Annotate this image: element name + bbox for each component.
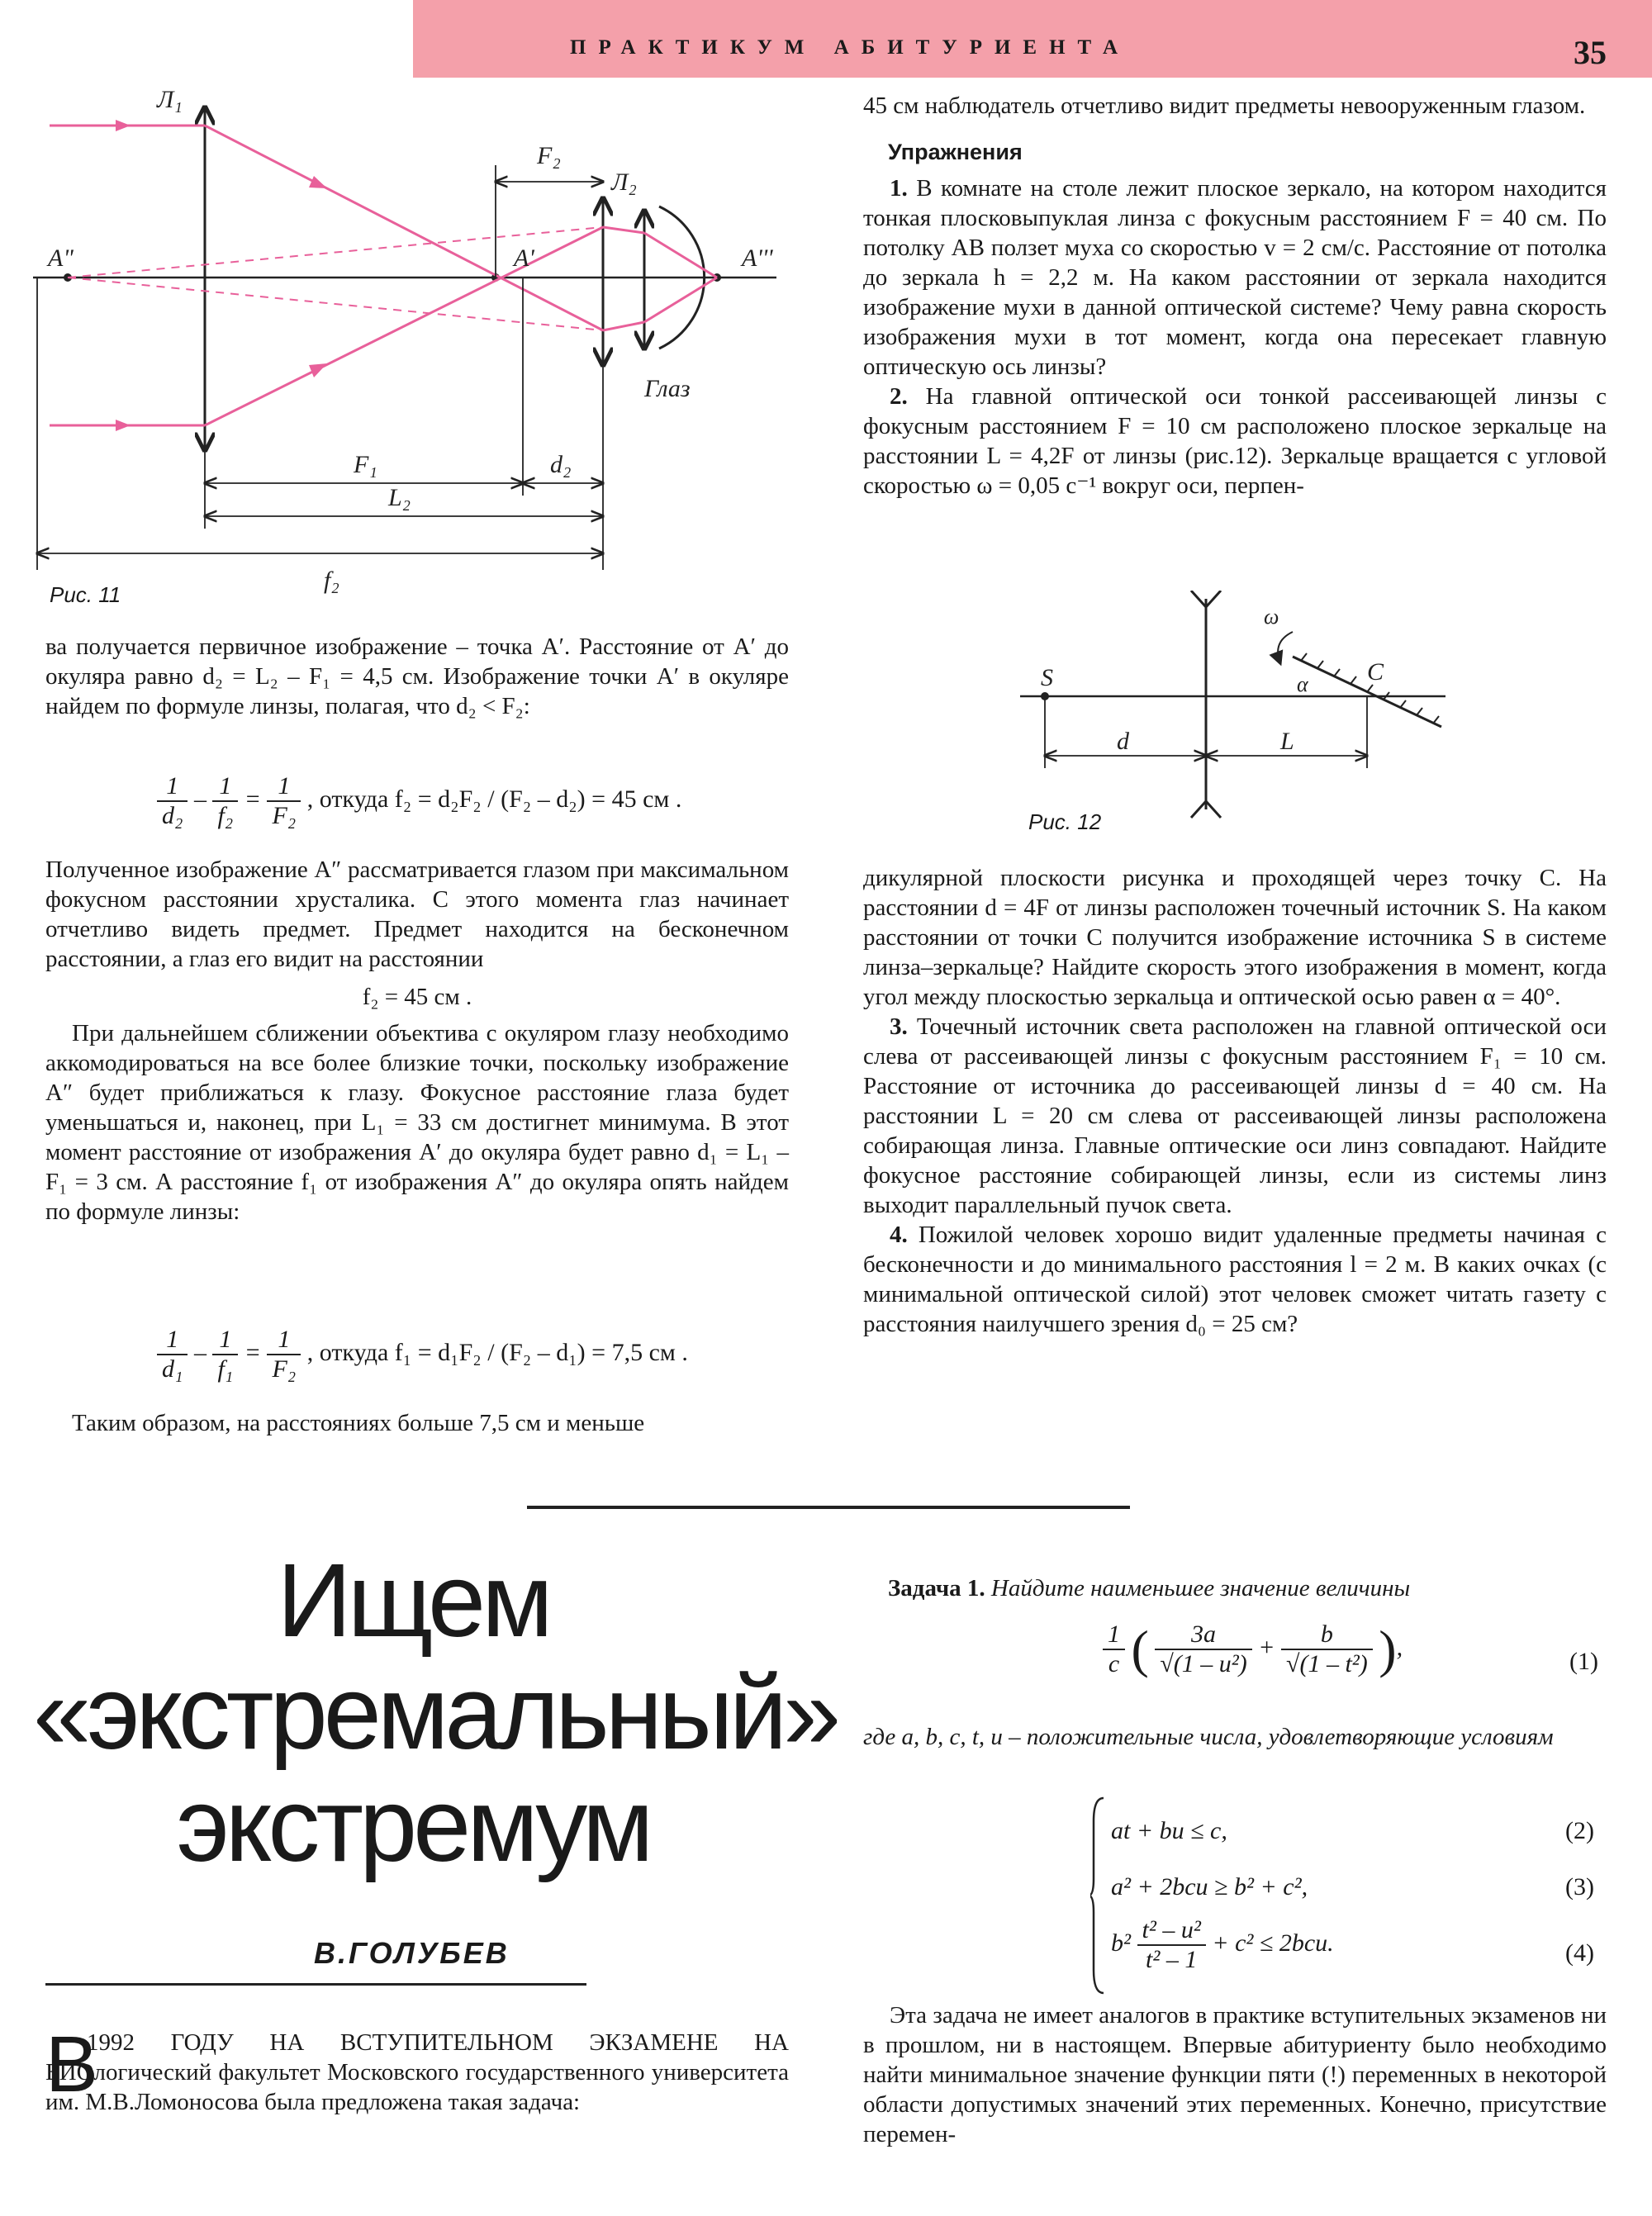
condition-4-tail: + c² ≤ 2bcu. [1212, 1929, 1334, 1957]
title-line: Ищем [277, 1542, 549, 1658]
label-f2-bottom: f₂ [324, 567, 339, 594]
equation-f2: f₂ = 45 см . [362, 984, 472, 1010]
task-label: Задача 1. [888, 1575, 985, 1601]
label-l2: Л₂ [611, 168, 637, 196]
label-a-triple: A''' [742, 244, 773, 272]
exercise-2-part-1: На главной оптической оси тонкой рассеивающей линзы с фокусным расстоянием F = 10 см расположено плоское зеркальце на расстоянии L = 4,2F от линзы (рис.12). Зеркальце вращается с угловой скоростью ω = 0,05 с⁻¹ вокруг оси, перпен- [863, 383, 1607, 499]
label-a-prime: A' [514, 244, 534, 272]
label-d: d [1117, 728, 1129, 755]
author-rule [45, 1983, 586, 1986]
label-eye: Глаз [644, 375, 691, 402]
equation-number: (1) [1569, 1648, 1598, 1675]
paragraph: Эта задача не имеет аналогов в практике вступительных экзаменов ни в прошлом, ни в настоящем. Впервые абитуриенту было необходимо найти минимальное значение функции пяти (!) переменных в некоторой области допустимых значений этих переменных. Конечно, присутствие перемен- [863, 2002, 1607, 2147]
label-a-double: A" [48, 244, 74, 272]
figure-11-diagram [33, 83, 809, 603]
condition-4: b² $\frac{\text{t² – u²}}{\text{t² – 1}}$ + c² ≤ 2bcu. [1111, 1916, 1334, 1973]
article-title [33, 1542, 838, 1883]
paragraph: Таким образом, на расстояниях больше 7,5 см и меньше [72, 1410, 645, 1436]
equation-number: (3) [1565, 1873, 1594, 1900]
article-intro: 1992 ГОДУ НА ВСТУПИТЕЛЬНОМ ЭКЗАМЕНЕ НА БИОлогический факультет Московского государственного университета им. М.В.Ломоносова была предложена такая задача: [45, 2029, 789, 2115]
exercise-number: 3. [890, 1013, 908, 1040]
equation-result: , откуда f₁ = d₁F₂ / (F₂ – d₁) = 7,5 см . [306, 1338, 688, 1366]
expression-1: $\frac{1}{c}$ ( $\frac{3a}{\text{√(1 – u²)}}$ + $\frac{b}{\text{√(1 – t²)}}$ ), [1103, 1619, 1403, 1680]
equation-result: , откуда f₂ = d₂F₂ / (F₂ – d₂) = 45 см . [306, 785, 682, 813]
label-f2: F₂ [537, 142, 561, 169]
label-F1: F₁ [354, 451, 377, 478]
page-number: 35 [1574, 34, 1607, 71]
label-d2: d₂ [550, 451, 572, 478]
figure-11-caption: Рис. 11 [50, 582, 121, 607]
label-alpha: α [1297, 672, 1308, 696]
running-header: ПРАКТИКУМ АБИТУРИЕНТА [570, 36, 1131, 59]
exercise-number: 2. [890, 383, 908, 410]
title-line: экстремум [176, 1767, 650, 1883]
system-brace [1090, 1796, 1107, 1995]
equation-lens-2: $\frac{1}{\text{d₁}}$ – $\frac{1}{\text{f₁}}$ = $\frac{1}{\text{F₂}}$ , откуда f₁ = d₁F₂ / (F₂ – d₁) = 7,5 см . [157, 1326, 688, 1383]
exercise-3: Точечный источник света расположен на главной оптической оси слева от рассеивающей линзы с фокусным расстоянием F₁ = 10 см. Расстояние от источника до рассеивающей линзы d = 40 см. На расстоянии L = 20 см слева от рассеивающей линзы расположена собирающая линза. Главные оптические оси линз совпадают. Найдите фокусное расстояние собирающей линзы, если из системы линз выходит параллельный пучок света. [863, 1013, 1607, 1218]
equation-number: (2) [1565, 1817, 1594, 1844]
figure-12-caption: Рис. 12 [1028, 809, 1102, 834]
label-L2: L₂ [388, 484, 411, 511]
right-column [863, 91, 1607, 501]
exercise-4: Пожилой человек хорошо видит удаленные предметы начиная с бесконечности и до минимального расстояния l = 2 м. В каких очках (с минимальной оптической силой) этот человек сможет читать газету с расстояния наилучшего зрения d₀ = 25 см? [863, 1222, 1607, 1337]
condition-3: a² + 2bcu ≥ b² + c², [1111, 1873, 1308, 1900]
paragraph: ва получается первичное изображение – точка A′. Расстояние от A′ до окуляра равно d₂ = L₂ – F₁ = 4,5 см. Изображение точки A′ в окуляре найдем по формуле линзы, полагая, что d₂ < F₂: [45, 633, 789, 719]
exercise-1: В комнате на столе лежит плоское зеркало, на котором находится тонкая плосковыпуклая линза с фокусным расстоянием F = 40 см. По потолку AB ползет муха со скоростью v = 2 см/с. Расстояние от потолка до зеркала h = 2,2 м. На каком расстоянии от зеркала находится изображение мухи в данной оптической системе? Чему равна скорость изображения мухи в тот момент, когда она пересекает главную оптическую ось линзы? [863, 175, 1607, 380]
paragraph: При дальнейшем сближении объектива с окуляром глазу необходимо аккомодироваться на все более близкие точки, поскольку изображение A″ будет приближаться к глазу. Фокусное расстояние глаза будет уменьшаться и, наконец, при L₁ = 33 см достигнет минимума. В этот момент расстояние от изображения A′ до окуляра будет равно d₁ = L₁ – F₁ = 3 см. А расстояние f₁ от изображения A″ до окуляра опять найдем по формуле линзы: [45, 1020, 789, 1225]
label-l1: Л₁ [157, 86, 183, 113]
label-c: C [1367, 658, 1384, 686]
exercise-2-part-2: дикулярной плоскости рисунка и проходящей через точку C. На расстоянии d = 4F от линзы расположен точечный источник S. На каком расстоянии от точки C получится изображение источника S в системе линза–зеркальце? Найдите скорость этого изображения в момент, когда угол между плоскостью зеркальца и оптической осью равен α = 40°. [863, 865, 1607, 1010]
exercise-number: 4. [890, 1222, 908, 1248]
exercises-heading: Упражнения [888, 140, 1023, 164]
figure-12-diagram [1008, 591, 1462, 822]
exercise-number: 1. [890, 175, 908, 202]
task-text: Найдите наименьшее значение величины [990, 1575, 1411, 1601]
label-s: S [1041, 664, 1053, 691]
title-line: «экстремальный» [33, 1654, 838, 1771]
equation-lens-1: $\frac{1}{\text{d₂}}$ – $\frac{1}{\text{f₂}}$ = $\frac{1}{\text{F₂}}$ , откуда f₂ = d₂F₂ / (F₂ – d₂) = 45 см . [157, 772, 681, 830]
conditions-text: где a, b, c, t, u – положительные числа, удовлетворяющие условиям [863, 1724, 1554, 1750]
condition-2: at + bu ≤ c, [1111, 1817, 1227, 1844]
label-L: L [1280, 728, 1294, 755]
drop-cap: В [45, 2020, 99, 2109]
author: В.ГОЛУБЕВ [314, 1936, 510, 1970]
paragraph: Полученное изображение A″ рассматривается глазом при максимальном фокусном расстоянии хрусталика. С этого момента глаз начинает отчетливо видеть предмет. Предмет находится на бесконечном расстоянии, а глаз его видит на расстоянии [45, 857, 789, 972]
section-divider [527, 1506, 1130, 1509]
paragraph: 45 см наблюдатель отчетливо видит предметы невооруженным глазом. [863, 93, 1586, 119]
left-column [45, 632, 789, 721]
label-omega: ω [1264, 605, 1279, 629]
equation-number: (4) [1565, 1939, 1594, 1967]
